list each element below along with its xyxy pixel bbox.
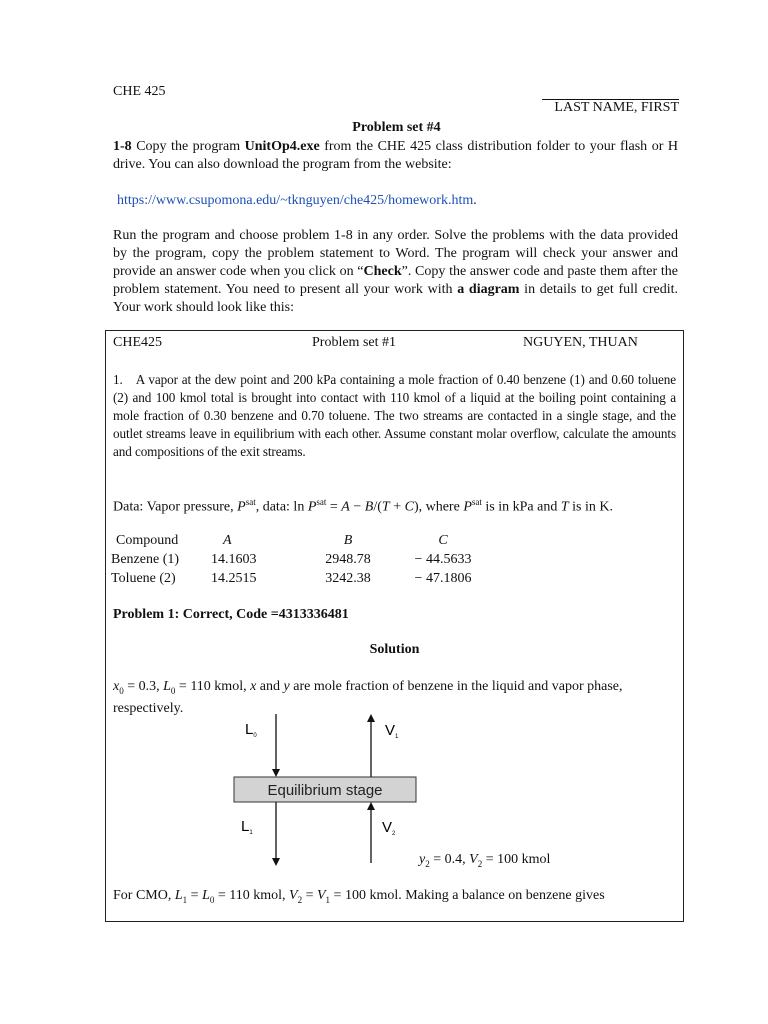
course-code: CHE 425 (113, 84, 166, 99)
table-cell: 3242.38 (325, 571, 371, 586)
table-cell: − 47.1806 (414, 571, 472, 586)
v2-label: $V_2$ (382, 819, 396, 837)
antoine-constants-table (111, 531, 493, 588)
diagram-word: a diagram (457, 282, 520, 297)
l0-label: $L_0$ (245, 721, 257, 739)
problem-range: 1-8 (113, 139, 132, 154)
instruction-paragraph-1: 1-8 Copy the program UnitOp4.exe from the CHE 425 class distribution folder to your flash or H drive. You can also download the program from the website: (113, 139, 678, 172)
cmo-balance-line: For CMO, $L_1 = L_0 = 110$ kmol, $V_2 = V_1 = 100$ kmol. Making a balance on benzene gives (113, 888, 605, 905)
example-course: CHE425 (113, 335, 162, 350)
problem-set-title: Problem set #4 (352, 120, 441, 135)
equilibrium-stage-diagram (231, 711, 421, 871)
instruction-paragraph-2: Run the program and choose problem 1-8 in any order. Solve the problems with the data provided by the program, copy the problem statement to Word. The program will check your answer and provide an answer code when you click on “Check”. Copy the answer code and paste them after the problem statement. You need to present all your work with a diagram in details to get full credit. Your work should look like this: (113, 228, 678, 315)
example-header (113, 335, 676, 353)
v1-label: $V_1$ (385, 722, 399, 740)
stage-label: Equilibrium stage (267, 782, 383, 799)
table-row (111, 550, 493, 569)
table-cell: Toluene (2) (111, 571, 176, 586)
l1-label: $L_1$ (241, 818, 253, 836)
example-author: NGUYEN, THUAN (523, 335, 638, 350)
example-set: Problem set #1 (312, 335, 396, 350)
example-box (105, 330, 684, 922)
table-header: Compound (116, 533, 179, 548)
vapor-feed-spec: $y_2 = 0.4$, $V_2 = 100$ kmol (419, 852, 551, 869)
program-name: UnitOp4.exe (244, 139, 320, 154)
check-word: Check (363, 264, 402, 279)
name-label: LAST NAME, FIRST (554, 100, 679, 115)
table-header: C (438, 533, 448, 548)
vapor-pressure-equation: Data: Vapor pressure, $P^{sat}$, data: $\ln P^{sat} = A - B/(T + C)$, where $P^{sat}$ is in kPa and T is in K. (113, 497, 613, 515)
table-header: A (223, 533, 232, 548)
table-cell: Benzene (1) (111, 552, 180, 567)
website-line: https://www.csupomona.edu/~tknguyen/che425/homework.htm. (117, 193, 477, 208)
table-cell: 2948.78 (325, 552, 371, 567)
problem-statement: 1. A vapor at the dew point and 200 kPa containing a mole fraction of 0.40 benzene (1) and 0.60 toluene (2) and 100 kmol total is brought into contact with 110 kmol of a liquid at the boiling point containing a mole fraction of 0.30 benzene and 0.70 toluene. The two streams are contacted in a single stage, and the outlet streams leave in equilibrium with each other. Assume constant molar overflow, calculate the amounts and compositions of the exit streams. (113, 372, 676, 459)
answer-code: Problem 1: Correct, Code =4313336481 (113, 607, 349, 622)
website-link[interactable]: https://www.csupomona.edu/~tknguyen/che425/homework.htm (117, 193, 474, 208)
solution-title: Solution (369, 642, 420, 657)
table-header: B (343, 533, 353, 548)
table-cell: − 44.5633 (414, 552, 472, 567)
table-header-row (111, 531, 493, 550)
table-row (111, 569, 493, 588)
solution-definitions: $x_0 = 0.3$, $L_0 = 110$ kmol, x and y are mole fraction of benzene in the liquid and vapor phase, respectively. (113, 679, 623, 716)
table-cell: 14.1603 (211, 552, 257, 567)
table-cell: 14.2515 (211, 571, 257, 586)
